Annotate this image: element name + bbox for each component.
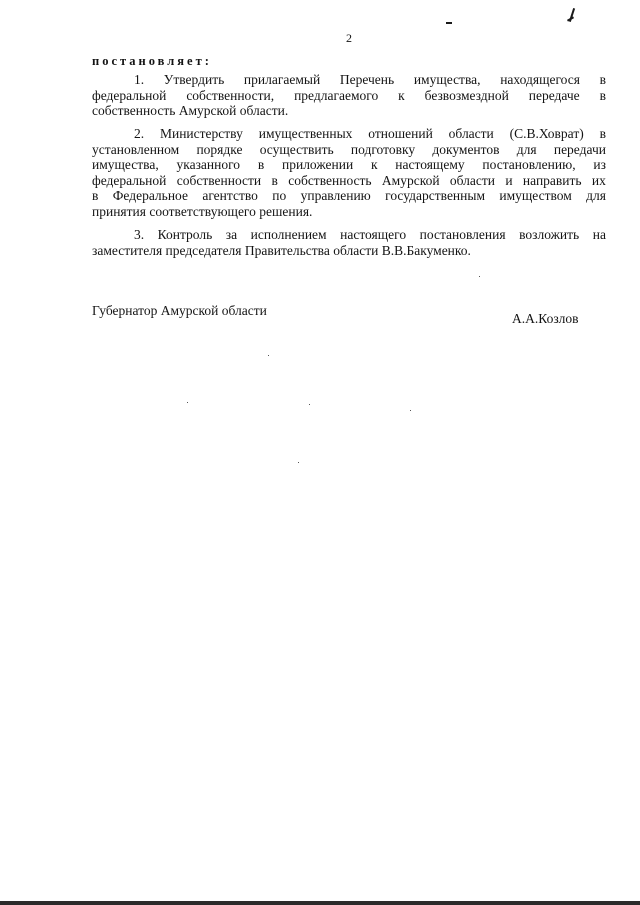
scan-speck [298, 462, 299, 463]
scan-speck [187, 402, 188, 403]
scan-speck [479, 276, 480, 277]
paragraph-line: установленном порядке осуществить подготовку документов для передачи [92, 141, 606, 157]
scan-speck [309, 404, 310, 405]
paragraph-3 [92, 227, 606, 258]
paragraph-line: собственность Амурской области. [92, 103, 289, 119]
paragraph-1 [92, 72, 606, 119]
paragraph-line: заместителя председателя Правительства области В.В.Бакуменко. [92, 242, 471, 258]
paragraph-2 [92, 126, 606, 220]
decree-word: постановляет: [92, 54, 212, 68]
paragraph-line: федеральной собственности, предлагаемого к безвозмездной передаче в [92, 87, 606, 103]
scan-speck [268, 355, 269, 356]
scan-mark-dash [446, 22, 452, 24]
signatory-title: Губернатор Амурской области [92, 303, 267, 318]
signatory-name: А.А.Козлов [512, 311, 579, 326]
page-number: 2 [346, 31, 352, 45]
paragraph-line: федеральной собственности в собственность Амурской области и направить их [92, 172, 606, 188]
paragraph-line: 1. Утвердить прилагаемый Перечень имущества, находящегося в [134, 72, 606, 87]
paragraph-line: принятия соответствующего решения. [92, 203, 313, 219]
paragraph-line: в Федеральное агентство по управлению государственным имуществом для [92, 188, 606, 204]
paragraph-line: имущества, указанного в приложении к настоящему постановлению, из [92, 157, 606, 173]
paragraph-line: 2. Министерству имущественных отношений области (С.В.Ховрат) в [134, 126, 606, 141]
scan-bottom-edge [0, 901, 640, 905]
scan-speck [410, 410, 411, 411]
paragraph-line: 3. Контроль за исполнением настоящего постановления возложить на [134, 227, 606, 242]
